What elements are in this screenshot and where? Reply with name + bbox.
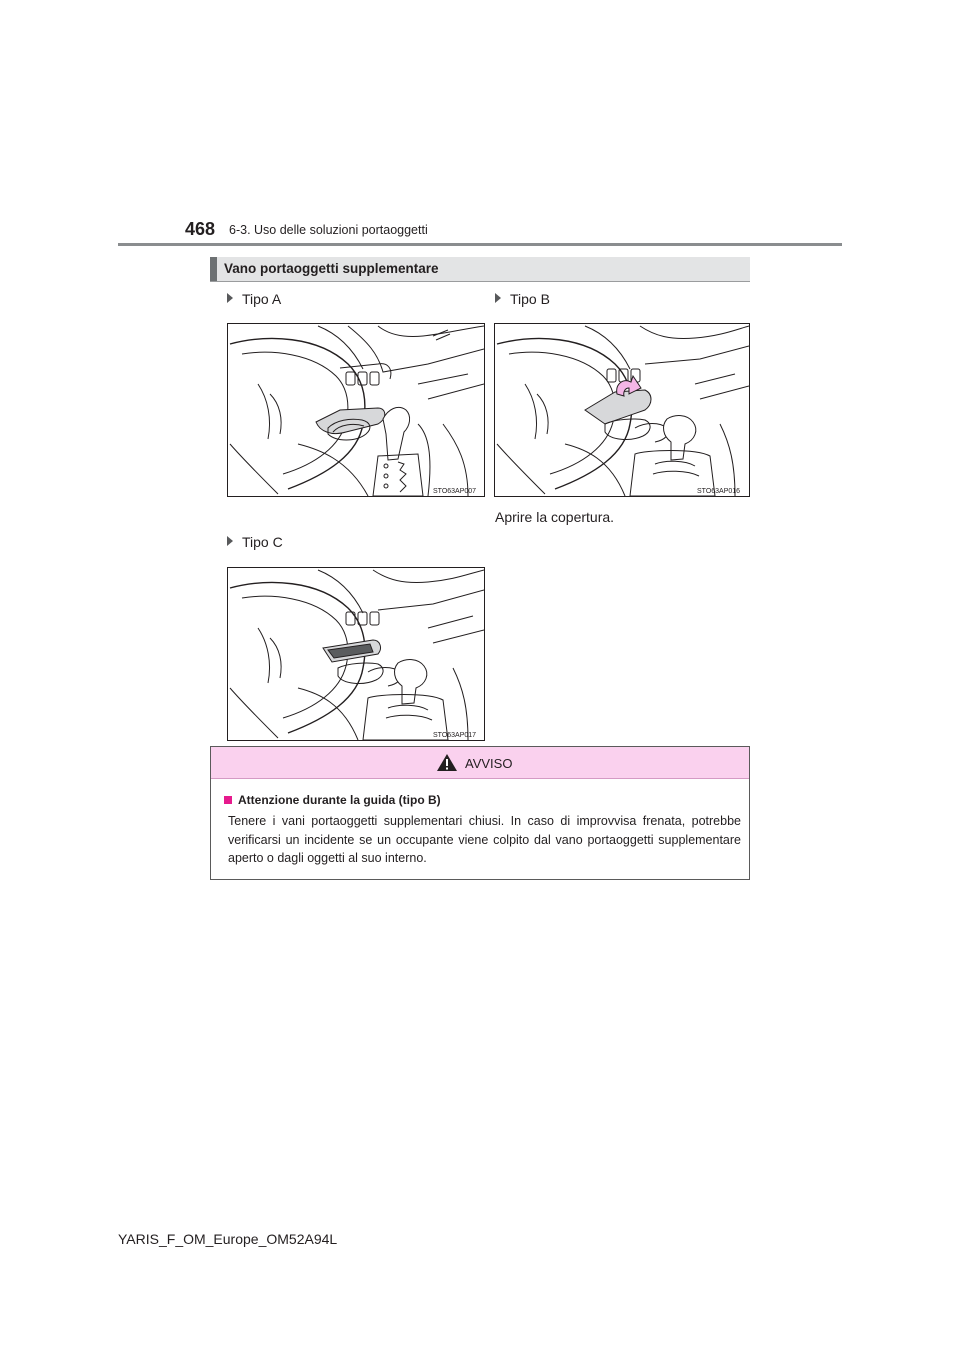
section-title: 6-3. Uso delle soluzioni portaoggetti (229, 223, 428, 237)
header-divider (118, 243, 842, 246)
tipo-b-label (495, 291, 550, 307)
title-bar-underline (210, 281, 750, 282)
warning-body: Tenere i vani portaoggetti supplementari chiusi. In caso di improvvisa frenata, potrebbe verificarsi un incidente se un occupante viene colpito dal vano portaoggetti supplementare aperto o dagli oggetti al suo interno. (228, 814, 741, 865)
warning-box (210, 746, 750, 880)
illustration-tipo-c (227, 567, 485, 741)
box-title: Vano portaoggetti supplementare (224, 261, 439, 276)
warning-label: AVVISO (465, 756, 513, 771)
figure-code-a: STO63AP007 (433, 488, 477, 495)
tipo-c-text: Tipo C (242, 534, 283, 550)
warning-heading (224, 793, 441, 807)
figure-code-b: STO63AP016 (697, 488, 741, 495)
illustration-tipo-a (227, 323, 485, 497)
caption-tipo-b: Aprire la copertura. (495, 509, 615, 525)
triangle-bullet-icon (495, 293, 501, 303)
warning-triangle-icon (436, 753, 458, 772)
tipo-a-text: Tipo A (242, 291, 282, 307)
illustration-tipo-b (494, 323, 750, 497)
triangle-bullet-icon (227, 536, 233, 546)
title-bar-accent (210, 257, 217, 281)
triangle-bullet-icon (227, 293, 233, 303)
tipo-b-text: Tipo B (510, 291, 550, 307)
square-bullet-icon (224, 796, 232, 804)
warning-heading-text: Attenzione durante la guida (tipo B) (238, 793, 441, 807)
warning-header (211, 747, 749, 779)
figure-code-c: STO63AP017 (433, 732, 477, 739)
tipo-a-label (227, 291, 281, 307)
tipo-c-label (227, 534, 283, 550)
page-number: 468 (185, 219, 216, 239)
footer-doc-id: YARIS_F_OM_Europe_OM52A94L (118, 1231, 338, 1247)
